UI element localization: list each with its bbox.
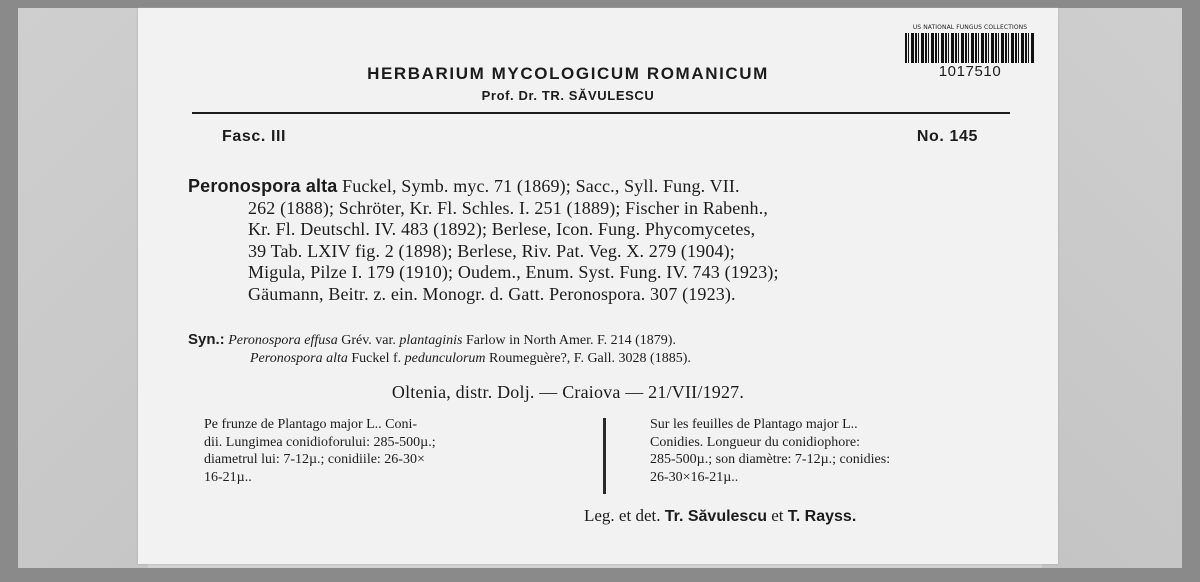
- bibliography-line: 39 Tab. LXIV fig. 2 (1898); Berlese, Riv. Pat. Veg. X. 279 (1904);: [248, 240, 735, 261]
- herbarium-label: [138, 8, 1058, 564]
- bibliography-line: Kr. Fl. Deutschl. IV. 483 (1892); Berlese, Icon. Fung. Phycomycetes,: [248, 219, 756, 239]
- collector-name: T. Rayss.: [787, 508, 857, 525]
- synonym-text: Grév. var.: [337, 333, 400, 348]
- description-line: dii. Lungimea conidioforului: 285-500µ.;: [204, 434, 436, 450]
- synonym-variety: plantaginis: [399, 333, 463, 348]
- description-line: 16-21µ..: [204, 469, 252, 485]
- collectors-join: et: [767, 506, 788, 525]
- description-french: [650, 416, 1028, 486]
- header-divider: [192, 112, 1010, 114]
- barcode-block: [900, 24, 1040, 80]
- synonym-label: Syn.:: [188, 331, 225, 348]
- collectors-line: [584, 506, 856, 526]
- synonym-form: pedunculorum: [404, 351, 486, 366]
- synonym-citation: Roumeguère?, F. Gall. 3028 (1885).: [485, 351, 691, 366]
- bibliography-line: Gäumann, Beitr. z. ein. Monogr. d. Gatt. Peronospora. 307 (1923).: [248, 283, 736, 304]
- collectors-prefix: Leg. et det.: [584, 506, 665, 525]
- barcode-icon: [905, 33, 1035, 63]
- description-romanian: [204, 416, 578, 486]
- collector-name: Tr. Săvulescu: [664, 508, 767, 525]
- herbarium-title: HERBARIUM MYCOLOGICUM ROMANICUM: [367, 64, 769, 83]
- column-divider: [603, 418, 606, 494]
- bibliography-line: 262 (1888); Schröter, Kr. Fl. Schles. I. 251 (1889); Fischer in Rabenh.,: [248, 197, 769, 218]
- bibliography-line: [188, 176, 1014, 198]
- description-line: Conidies. Longueur du conidiophore:: [650, 434, 860, 450]
- synonym-line: [188, 350, 1014, 368]
- synonyms: [188, 331, 1014, 368]
- bibliography-text: Fuckel, Symb. myc. 71 (1869); Sacc., Syll. Fung. VII.: [337, 176, 740, 196]
- description-line: 26-30×16-21µ..: [650, 469, 739, 485]
- synonym-text: Fuckel f.: [347, 351, 405, 366]
- description-line: diametrul lui: 7-12µ.; conidiile: 26-30×: [204, 452, 425, 467]
- description-line: 285-500µ.; son diamètre: 7-12µ.; conidies:: [650, 452, 891, 467]
- envelope-right-flap: [1042, 8, 1182, 568]
- editor-name: Prof. Dr. TR. SĂVULESCU: [481, 88, 655, 103]
- description-line: Pe frunze de Plantago major L.. Coni-: [204, 417, 418, 432]
- synonym-name: Peronospora effusa: [228, 333, 338, 348]
- species-name: Peronospora alta: [188, 176, 338, 196]
- collection-locality: Oltenia, distr. Dolj. — Craiova — 21/VII/1927.: [391, 382, 745, 402]
- specimen-number: No. 145: [916, 128, 978, 145]
- barcode-number: 1017510: [938, 63, 1002, 80]
- bibliography-line: Migula, Pilze I. 179 (1910); Oudem., Enum. Syst. Fung. IV. 743 (1923);: [248, 262, 779, 282]
- bibliography: [188, 176, 1014, 305]
- synonym-citation: Farlow in North Amer. F. 214 (1879).: [462, 333, 676, 348]
- synonym-line: [188, 331, 1014, 350]
- fascicle-number: Fasc. III: [222, 128, 287, 145]
- synonym-name: Peronospora alta: [250, 351, 348, 366]
- description-line: Sur les feuilles de Plantago major L..: [650, 417, 858, 432]
- barcode-caption: US NATIONAL FUNGUS COLLECTIONS: [912, 24, 1028, 31]
- envelope-left-flap: [18, 8, 148, 568]
